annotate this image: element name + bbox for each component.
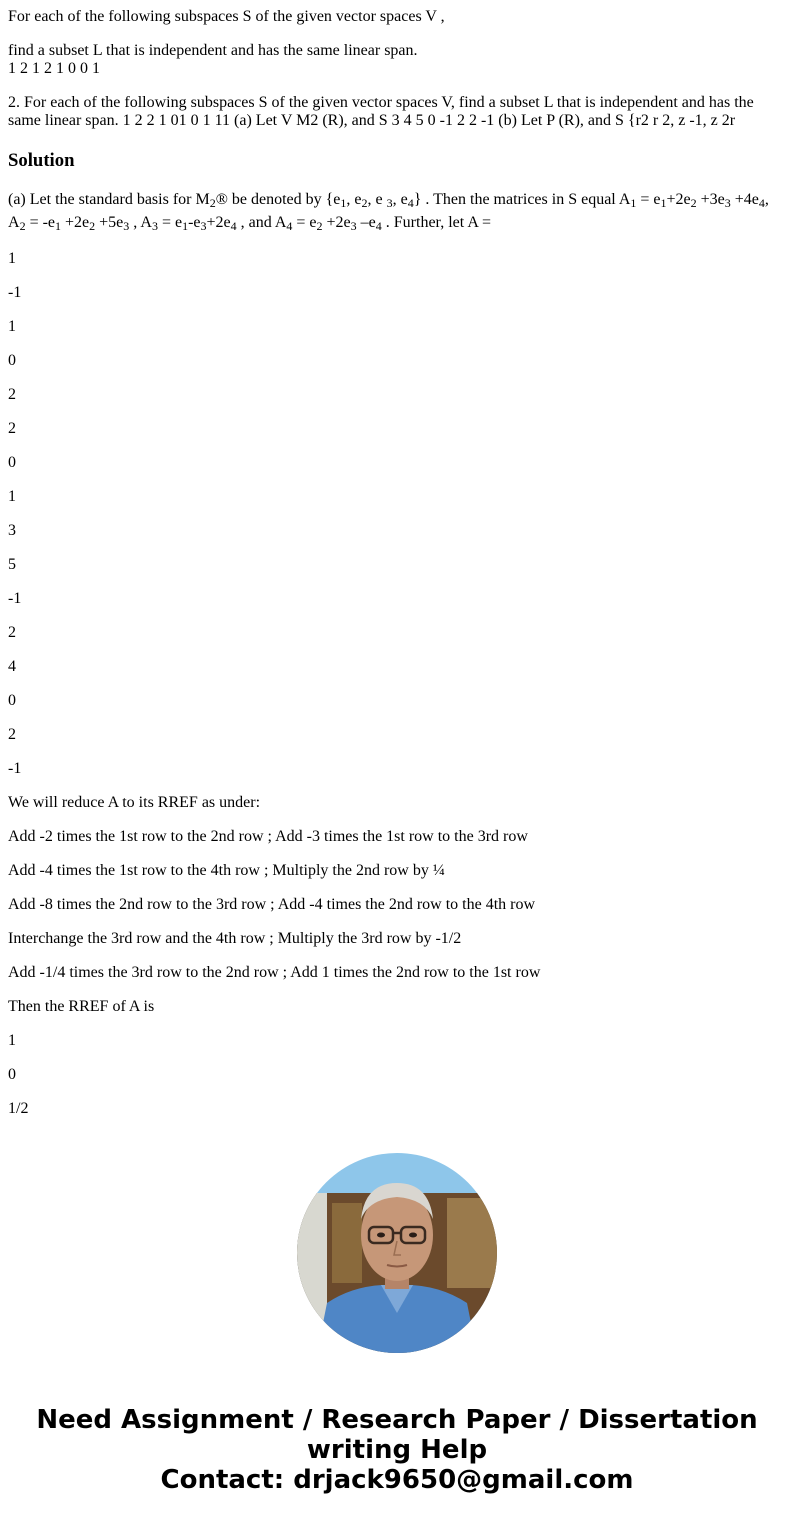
matrix-value: 0 xyxy=(8,454,16,471)
matrix-value: 1 xyxy=(8,488,16,505)
solution-heading: Solution xyxy=(8,150,75,171)
rref-steps xyxy=(8,794,786,1118)
rref-value: 0 xyxy=(8,1066,16,1083)
matrix-value: 2 xyxy=(8,420,16,437)
rref-value: 1 xyxy=(8,1032,16,1049)
matrix-value: -1 xyxy=(8,590,22,607)
rref-intro: Then the RREF of A is xyxy=(8,998,155,1015)
matrix-value: 0 xyxy=(8,352,16,369)
ad-headline: Need Assignment / Research Paper / Dissertation writing Help xyxy=(36,1405,758,1465)
matrix-value: -1 xyxy=(8,284,22,301)
matrix-value: 1 xyxy=(8,250,16,267)
matrix-value: 5 xyxy=(8,556,16,573)
rref-step: Interchange the 3rd row and the 4th row ; Multiply the 3rd row by -1/2 xyxy=(8,930,462,947)
rref-value: 1/2 xyxy=(8,1100,29,1117)
rref-step: Add -4 times the 1st row to the 4th row ; Multiply the 2nd row by ¼ xyxy=(8,862,445,879)
question-full-text: 2. For each of the following subspaces S of the given vector spaces V, find a subset L that is independent and has the same linear span. 1 2 2 1 01 0 1 11 (a) Let V M2 (R), and S 3 4 5 0 -1 2 2 -1 (b) Let P (R), and S {r2 r 2, z -1, z 2r xyxy=(8,94,754,129)
matrix-value: 0 xyxy=(8,692,16,709)
question-line-1: For each of the following subspaces S of the given vector spaces V , xyxy=(8,8,445,25)
reduce-intro: We will reduce A to its RREF as under: xyxy=(8,794,261,811)
ad-contact: Contact: drjack9650@gmail.com xyxy=(160,1465,634,1495)
document-body xyxy=(8,0,786,1118)
question-line-2 xyxy=(8,42,786,78)
matrix-value: 2 xyxy=(8,726,16,743)
matrix-value: 3 xyxy=(8,522,16,539)
matrix-value: -1 xyxy=(8,760,22,777)
matrix-value: 4 xyxy=(8,658,16,675)
author-photo xyxy=(297,1153,497,1353)
matrix-value: 1 xyxy=(8,318,16,335)
solution-intro: (a) Let the standard basis for $M_2®$ be denoted by {$e_1$, $e_2$, e $_3$, $e_4$} . Then the matrices in S equal $A_1 = e_1+2e_2 +3e_3 +4e_4$, $A_2 = -e_1 +2e_2 +5e_3$ , $A_3 = e_1-e_3+2e_4$ , and $A_4 = e_2 +2e_3$ $-e_4$ . Further, let A = xyxy=(8,191,769,233)
rref-step: Add -1/4 times the 3rd row to the 2nd row ; Add 1 times the 2nd row to the 1st row xyxy=(8,964,541,981)
matrix-a-values xyxy=(8,250,786,778)
matrix-value: 2 xyxy=(8,386,16,403)
matrix-value: 2 xyxy=(8,624,16,641)
question-line-2-text: find a subset L that is independent and has the same linear span. xyxy=(8,42,418,59)
portrait-image xyxy=(297,1153,497,1353)
rref-step: Add -8 times the 2nd row to the 3rd row ; Add -4 times the 2nd row to the 4th row xyxy=(8,896,536,913)
rref-step: Add -2 times the 1st row to the 2nd row ; Add -3 times the 1st row to the 3rd row xyxy=(8,828,528,845)
question-line-3-text: 1 2 1 2 1 0 0 1 xyxy=(8,60,100,77)
